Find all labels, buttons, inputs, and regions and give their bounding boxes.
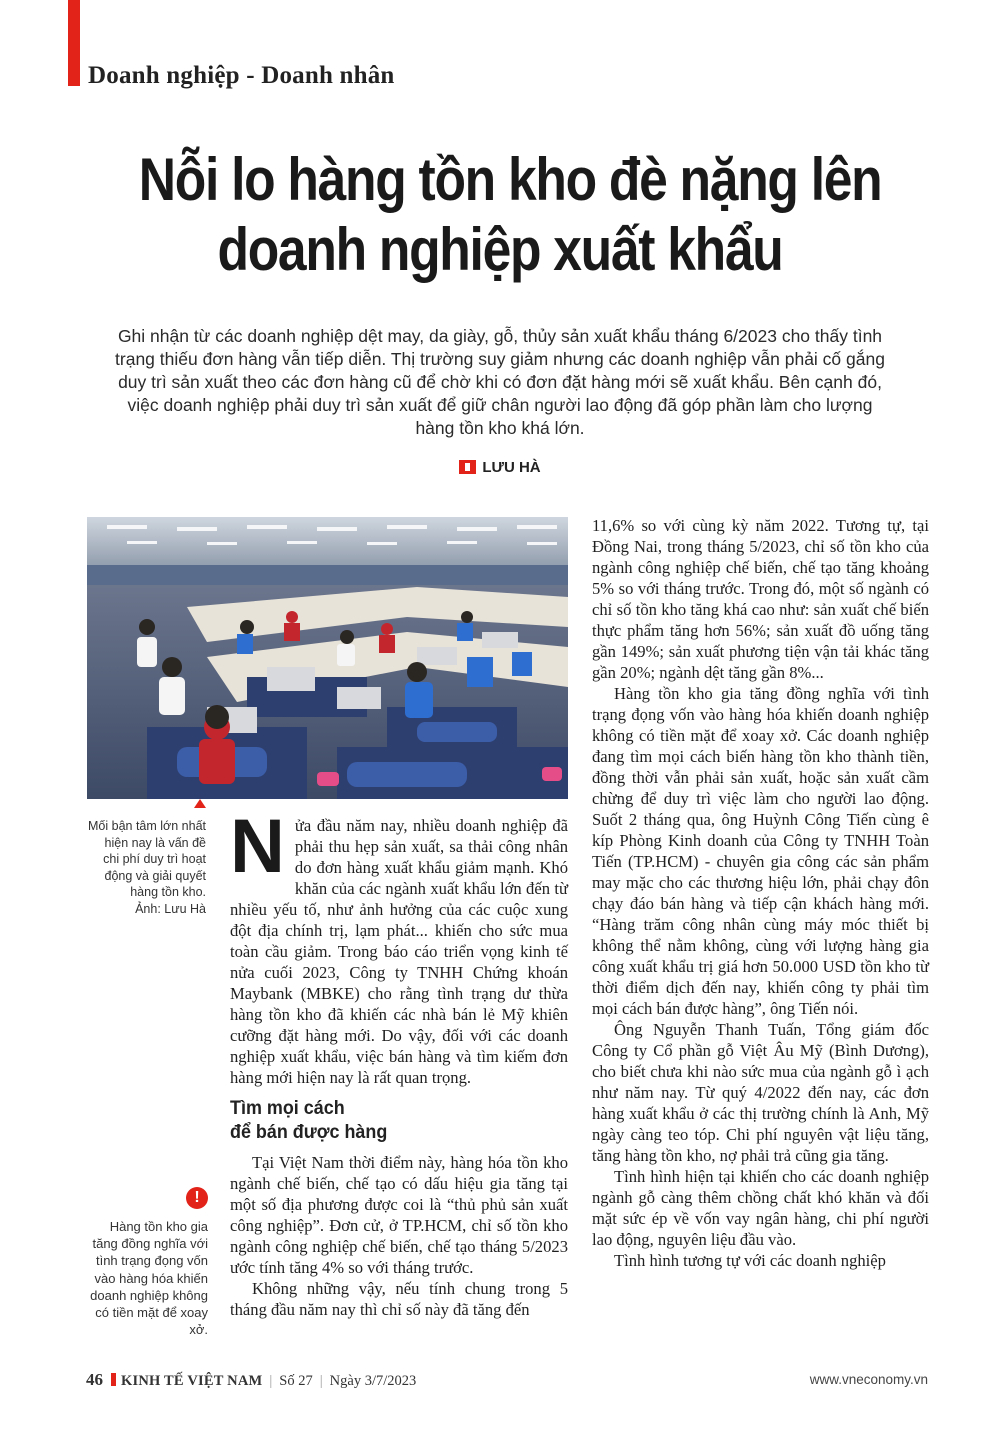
article-headline <box>138 145 882 285</box>
body-paragraph: Hàng tồn kho gia tăng đồng nghĩa với tình trạng đọng vốn vào hàng hóa khiến doanh nghiệp không có tiền mặt để xoay xở. Các doanh nghiệp đang tìm mọi cách biến hàng tồn kho thành tiền, đồng thời vẫn phải sản xuất, hoặc sản xuất cầm chừng để duy trì việc làm cho người lao động. Suốt 2 tháng qua, ông Huỳnh Công Tiến cùng ê kíp Phòng Kinh doanh của Công ty TNHH Toàn Tiến (TP.HCM) - chuyên gia công các sản phẩm may mặc cho các thương hiệu lớn, phải chạy đôn chạy đáo bán hàng và tiếp cận khách hàng mới. “Hàng trăm công nhân cùng máy móc thiết bị không thể nằm không, cùng với lượng hàng gia công xuất khẩu trị giá hơn 50.000 USD tồn kho từ thời điểm dịch đến nay, khiến công ty phải tìm mọi cách bán được hàng”, ông Tiến nói. <box>592 684 929 1018</box>
body-paragraph: Tình hình tương tự với các doanh nghiệp <box>614 1251 886 1270</box>
page-footer: 46 KINH TẾ VIỆT NAM | Số 27 | Ngày 3/7/2023 <box>86 1370 417 1389</box>
photo-caption-marker <box>194 799 206 808</box>
headline-line-2: doanh nghiệp xuất khẩu <box>217 216 783 283</box>
body-paragraph: Tại Việt Nam thời điểm này, hàng hóa tồn kho ngành chế biến, chế tạo có dấu hiệu gia tăng tại một số địa phương được coi là “thủ phủ sản xuất công nghiệp”. Đơn cử, ở TP.HCM, chỉ số tồn kho ngành công nghiệp chế biến, chế tạo tháng 5/2023 ước tính tăng 4% so với tháng trước. <box>230 1153 568 1277</box>
body-paragraph <box>230 804 568 1088</box>
footer-accent-bar <box>111 1373 116 1386</box>
paragraph-text: ửa đầu năm nay, nhiều doanh nghiệp đã phải thu hẹp sản xuất, sa thải công nhân do đơn hàng xuất khẩu giảm mạnh. Khó khăn của các ngành xuất khẩu lớn đến từ nhiều yếu tố, như ảnh hưởng của các cuộc xung đột địa chính trị, lạm phát... khiến cho sức mua toàn cầu giảm. Trong báo cáo triển vọng kinh tế nửa cuối 2023, Công ty TNHH Chứng khoán Maybank (MBKE) cho rằng tình trạng dư thừa hàng tồn kho đã khiến các nhà bán lẻ Mỹ khiên cưỡng đặt hàng mới. Do vậy, đối với các doanh nghiệp xuất khẩu, việc bán hàng và tìm kiếm đơn hàng mới hiện nay là rất quan trọng. <box>230 816 568 1087</box>
section-subheading <box>230 1096 541 1144</box>
website-url[interactable]: www.vneconomy.vn <box>809 1372 928 1387</box>
subheading-line-2: để bán được hàng <box>230 1121 388 1143</box>
body-paragraph: Không những vậy, nếu tính chung trong 5 tháng đầu năm nay thì chỉ số này đã tăng đến <box>230 1279 568 1319</box>
issue-number: Số 27 <box>279 1373 313 1389</box>
magazine-name: KINH TẾ VIỆT NAM <box>121 1373 263 1389</box>
section-accent-bar <box>68 0 80 86</box>
body-paragraph: Tình hình hiện tại khiến cho các doanh nghiệp ngành gỗ càng thêm chồng chất khó khăn và đối mặt sức ép về vốn vay ngân hàng, chi phí người lao động, nguyên liệu đầu vào. <box>592 1167 929 1249</box>
section-title: Doanh nghiệp - Doanh nhân <box>88 62 395 89</box>
author-name: LƯU HÀ <box>482 459 541 476</box>
subheading-line-1: Tìm mọi cách <box>230 1097 345 1119</box>
body-column-1 <box>230 804 568 1320</box>
body-paragraph: Ông Nguyễn Thanh Tuấn, Tổng giám đốc Công ty Cổ phần gỗ Việt Âu Mỹ (Bình Dương), cho biết chưa khi nào sức mua của ngành gỗ ì ạch như năm nay. Từ quý 4/2022 đến nay, các đơn hàng xuất khẩu ở các thị trường chính là Anh, Mỹ ngày càng teo tóp. Chi phí nguyên vật liệu tăng, tăng hàng tồn kho, nợ phải trả cũng gia tăng. <box>592 1020 929 1165</box>
issue-date: Ngày 3/7/2023 <box>329 1373 417 1389</box>
page-number: 46 <box>86 1370 103 1389</box>
photo-caption <box>86 818 206 917</box>
photo-caption-text: Mối bận tâm lớn nhất hiện nay là vấn đề chi phí duy trì hoạt động và giải quyết hàng tồn kho. <box>88 819 206 899</box>
photo-credit: Ảnh: Lưu Hà <box>135 901 206 916</box>
body-paragraph: 11,6% so với cùng kỳ năm 2022. Tương tự, tại Đồng Nai, trong tháng 5/2023, chỉ số tồn kho của ngành công nghiệp chế biến, chế tạo tăng khoảng 5% so với tháng trước. Trong đó, một số ngành có chỉ số tồn kho tăng khá cao như: sản xuất chế biến thực phẩm tăng hơn 56%; sản xuất đồ uống tăng gần 149%; sản xuất phương tiện vận tải khác tăng gần 20%; ngành dệt tăng gần 8%... <box>592 516 929 682</box>
author-byline <box>0 459 1000 476</box>
exclamation-icon: ! <box>186 1187 208 1209</box>
factory-photo <box>87 517 568 799</box>
callout-quote: Hàng tồn kho gia tăng đồng nghĩa với tình trạng đọng vốn vào hàng hóa khiến doanh nghiệp không có tiền mặt để xoay xở. <box>90 1219 208 1338</box>
article-lead: Ghi nhận từ các doanh nghiệp dệt may, da giày, gỗ, thủy sản xuất khẩu tháng 6/2023 cho thấy tình trạng thiếu đơn hàng vẫn tiếp diễn. Thị trường suy giảm nhưng các doanh nghiệp vẫn phải cố gắng duy trì sản xuất theo các đơn hàng cũ để chờ khi có đơn đặt hàng mới sẽ xuất khẩu. Bên cạnh đó, việc doanh nghiệp phải duy trì sản xuất để giữ chân người lao động đã góp phần làm cho lượng hàng tồn kho khá lớn. <box>115 326 885 438</box>
drop-cap: N <box>230 804 285 889</box>
body-column-2 <box>592 515 929 1271</box>
headline-line-1: Nỗi lo hàng tồn kho đè nặng lên <box>138 146 882 213</box>
pen-icon <box>459 460 476 474</box>
